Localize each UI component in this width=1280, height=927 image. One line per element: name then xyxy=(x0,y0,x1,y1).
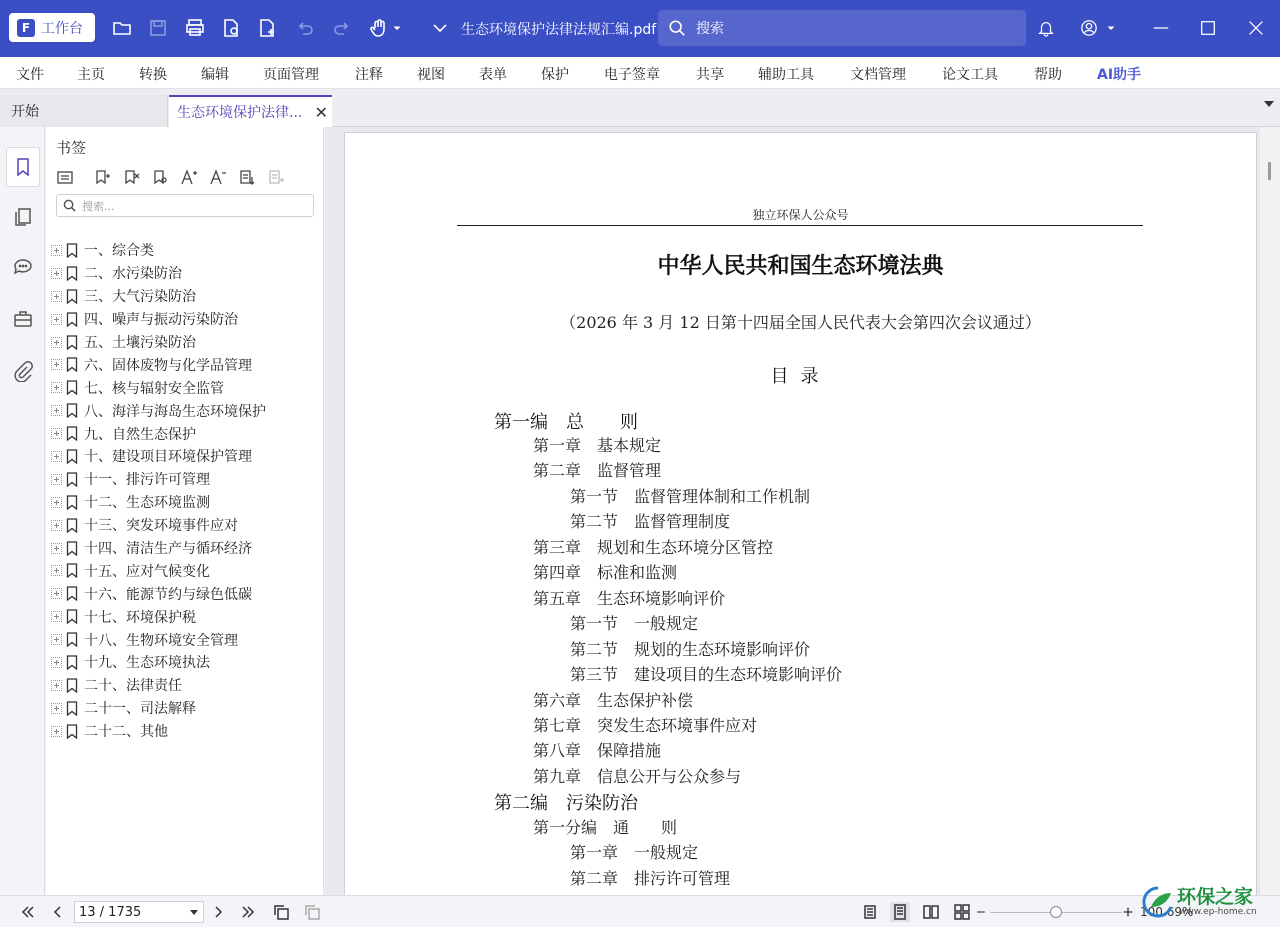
document-properties-icon[interactable] xyxy=(219,16,243,40)
add-bookmark-icon[interactable] xyxy=(91,167,113,187)
bookmark-item[interactable] xyxy=(51,514,321,537)
bookmark-panel-icon[interactable] xyxy=(6,147,40,187)
bookmark-icon xyxy=(66,586,78,601)
bookmark-item[interactable] xyxy=(51,720,321,743)
expand-icon[interactable] xyxy=(51,588,62,599)
tabs-overflow-icon[interactable] xyxy=(1264,101,1274,107)
bookmark-item[interactable] xyxy=(51,399,321,422)
bookmark-item[interactable] xyxy=(51,651,321,674)
quick-access-dropdown-icon[interactable] xyxy=(428,16,452,40)
toc-section: 第一章 一般规定 xyxy=(570,843,699,862)
bookmark-item[interactable] xyxy=(51,422,321,445)
bookmark-properties-icon[interactable] xyxy=(265,167,287,187)
expand-icon[interactable] xyxy=(51,703,62,714)
bookmark-label: 十五、应对气候变化 xyxy=(84,563,210,580)
bookmark-label: 二十、法律责任 xyxy=(84,678,182,695)
bookmark-label: 十六、能源节约与绿色低碳 xyxy=(84,586,252,603)
page-number-input[interactable] xyxy=(74,901,204,923)
toc-chapter: 第二章 监督管理 xyxy=(533,461,662,480)
expand-icon[interactable] xyxy=(51,497,62,508)
first-page-icon[interactable] xyxy=(17,902,37,922)
menu-help[interactable]: 帮助 xyxy=(1034,67,1062,83)
side-rail xyxy=(0,127,45,895)
bookmark-label: 十三、突发环境事件应对 xyxy=(84,518,238,535)
expand-icon[interactable] xyxy=(51,359,62,370)
expand-icon[interactable] xyxy=(51,611,62,622)
bookmark-label: 十七、环境保护税 xyxy=(84,609,196,626)
bookmark-item[interactable] xyxy=(51,697,321,720)
bookmark-icon xyxy=(66,289,78,304)
watermark-logo-icon xyxy=(1141,885,1175,919)
status-bar xyxy=(0,895,1280,927)
redo-icon[interactable] xyxy=(330,16,354,40)
close-window-icon[interactable] xyxy=(1244,16,1268,40)
bookmark-icon xyxy=(66,678,78,693)
toc-part: 第一编 总 则 xyxy=(494,412,638,433)
save-icon[interactable] xyxy=(146,16,170,40)
toc-chapter: 第七章 突发生态环境事件应对 xyxy=(533,716,758,735)
bookmark-search-input[interactable] xyxy=(56,194,314,217)
bookmark-icon xyxy=(66,518,78,533)
menu-home[interactable]: 主页 xyxy=(77,67,105,83)
bookmark-item[interactable] xyxy=(51,605,321,628)
menu-share[interactable]: 共享 xyxy=(696,67,724,83)
extract-page-icon[interactable] xyxy=(302,902,322,922)
bookmark-icon xyxy=(66,449,78,464)
bookmark-label: 十八、生物环境安全管理 xyxy=(84,632,238,649)
bookmark-label: 十四、清洁生产与循环经济 xyxy=(84,541,252,558)
toc-chapter: 第八章 保障措施 xyxy=(533,741,662,760)
zoom-level[interactable]: 100.69% xyxy=(1140,905,1194,919)
bookmark-item[interactable] xyxy=(51,262,321,285)
bookmark-label: 二十一、司法解释 xyxy=(84,701,196,718)
tab-document-label: 生态环境保护法律... xyxy=(177,105,303,121)
bookmark-item[interactable] xyxy=(51,353,321,376)
hand-tool-dropdown-icon[interactable] xyxy=(390,16,404,40)
bookmark-icon xyxy=(66,266,78,281)
tab-document[interactable] xyxy=(169,95,332,127)
print-icon[interactable] xyxy=(183,16,207,40)
minimize-icon[interactable] xyxy=(1149,16,1173,40)
expand-icon[interactable] xyxy=(51,337,62,348)
watermark-url: www.ep-home.cn xyxy=(1179,907,1257,917)
menu-thesis-tools[interactable]: 论文工具 xyxy=(942,67,998,83)
title-bar xyxy=(0,0,1280,57)
toolbox-icon[interactable] xyxy=(6,299,40,339)
bookmark-label: 五、土壤污染防治 xyxy=(84,335,196,351)
notification-bell-icon[interactable] xyxy=(1034,16,1058,40)
user-account-icon[interactable] xyxy=(1077,16,1101,40)
menu-view[interactable]: 视图 xyxy=(417,67,445,83)
toc-section: 第二节 监督管理制度 xyxy=(570,512,731,531)
zoom-in-icon[interactable] xyxy=(1121,902,1135,922)
menu-document-management[interactable]: 文档管理 xyxy=(850,67,906,83)
toc-chapter: 第三章 规划和生态环境分区管控 xyxy=(533,538,774,557)
toc-chapter: 第九章 信息公开与公众参与 xyxy=(533,767,742,786)
expand-icon[interactable] xyxy=(51,451,62,462)
toc-chapter: 第一章 基本规定 xyxy=(533,436,662,455)
zoom-out-icon[interactable] xyxy=(975,902,987,922)
bookmark-item[interactable] xyxy=(51,468,321,491)
menu-annotate[interactable]: 注释 xyxy=(355,67,383,83)
menu-tools[interactable]: 辅助工具 xyxy=(758,67,814,83)
expand-icon[interactable] xyxy=(51,245,62,256)
zoom-slider-handle[interactable] xyxy=(1050,906,1062,918)
last-page-icon[interactable] xyxy=(239,902,259,922)
app-logo-icon: F xyxy=(17,19,35,37)
bookmark-item[interactable] xyxy=(51,308,321,331)
menu-edit[interactable]: 编辑 xyxy=(201,67,229,83)
toc-section: 第三节 建设项目的生态环境影响评价 xyxy=(570,665,843,684)
close-tab-icon[interactable]: ✕ xyxy=(314,103,328,122)
previous-page-icon[interactable] xyxy=(48,902,68,922)
toc-section: 第一节 一般规定 xyxy=(570,614,699,633)
menu-file[interactable]: 文件 xyxy=(16,67,44,83)
undo-icon[interactable] xyxy=(293,16,317,40)
bookmark-icon xyxy=(66,403,78,418)
bookmark-item[interactable] xyxy=(51,239,321,262)
bookmark-icon xyxy=(66,724,78,739)
expand-icon[interactable] xyxy=(51,680,62,691)
bookmark-icon xyxy=(66,243,78,258)
search-placeholder: 搜索 xyxy=(696,21,724,37)
document-viewer[interactable] xyxy=(325,127,1280,895)
bookmark-label: 三、大气污染防治 xyxy=(84,289,196,306)
toc-section: 第一节 监督管理体制和工作机制 xyxy=(570,487,811,506)
expand-icon[interactable] xyxy=(51,726,62,737)
account-dropdown-icon[interactable] xyxy=(1104,16,1118,40)
bookmark-icon xyxy=(66,472,78,487)
expand-icon[interactable] xyxy=(51,405,62,416)
document-tabs xyxy=(0,89,1280,127)
bookmark-icon xyxy=(66,632,78,647)
toc-section: 第二节 规划的生态环境影响评价 xyxy=(570,640,811,659)
bookmark-icon xyxy=(66,335,78,350)
bookmark-icon xyxy=(66,701,78,716)
bookmark-icon xyxy=(66,380,78,395)
bookmark-label: 九、自然生态保护 xyxy=(84,426,196,443)
bookmark-label: 四、噪声与振动污染防治 xyxy=(84,312,238,329)
continuous-view-icon[interactable] xyxy=(890,902,910,922)
expand-icon[interactable] xyxy=(51,382,62,393)
scrollbar-thumb[interactable] xyxy=(1268,162,1271,180)
vertical-scrollbar[interactable] xyxy=(1260,127,1280,895)
watermark-brand: 环保之家 xyxy=(1177,886,1254,908)
expand-icon[interactable] xyxy=(51,565,62,576)
two-page-view-icon[interactable] xyxy=(921,902,941,922)
pdf-page xyxy=(344,132,1257,895)
document-title: 生态环境保护法律法规汇编.pdf xyxy=(461,22,657,38)
expand-icon[interactable] xyxy=(51,474,62,485)
expand-icon[interactable] xyxy=(51,657,62,668)
bookmark-icon xyxy=(66,655,78,670)
expand-icon[interactable] xyxy=(51,543,62,554)
toc-chapter: 第四章 标准和监测 xyxy=(533,563,678,582)
page-indicator: 13 / 1735 xyxy=(79,904,142,920)
bookmark-label: 八、海洋与海岛生态环境保护 xyxy=(84,403,266,420)
bookmark-label: 一、综合类 xyxy=(84,243,154,260)
toc-section: 第二章 排污许可管理 xyxy=(570,869,731,888)
bookmark-label: 七、核与辐射安全监管 xyxy=(84,380,224,397)
header-rule xyxy=(457,225,1143,226)
bookmark-label: 二、水污染防治 xyxy=(84,266,182,283)
thumbnails-icon[interactable] xyxy=(6,197,40,237)
bookmark-icon xyxy=(66,541,78,556)
expand-icon[interactable] xyxy=(51,428,62,439)
bookmark-label: 十、建设项目环境保护管理 xyxy=(84,449,252,466)
bookmark-item[interactable] xyxy=(51,674,321,697)
page-title: 中华人民共和国生态环境法典 xyxy=(657,253,944,279)
toc-chapter: 第六章 生态保护补偿 xyxy=(533,691,694,710)
delete-bookmark-icon[interactable] xyxy=(120,167,142,187)
bookmark-search-placeholder: 搜索... xyxy=(82,199,115,213)
bookmark-icon xyxy=(66,426,78,441)
menu-ai-assistant[interactable]: AI助手 xyxy=(1097,67,1142,83)
toc-chapter: 第五章 生态环境影响评价 xyxy=(533,589,726,608)
maximize-icon[interactable] xyxy=(1196,16,1220,40)
bookmark-toolbar xyxy=(54,167,287,187)
menu-bar xyxy=(0,57,1280,89)
bookmark-icon xyxy=(66,357,78,372)
bookmark-icon xyxy=(66,495,78,510)
bookmark-panel xyxy=(46,127,324,895)
increase-font-icon[interactable] xyxy=(178,167,200,187)
bookmark-item[interactable] xyxy=(51,628,321,651)
new-file-icon[interactable] xyxy=(255,16,279,40)
comments-icon[interactable] xyxy=(6,247,40,287)
search-input[interactable] xyxy=(658,10,1026,46)
page-dropdown-icon[interactable] xyxy=(190,910,198,915)
page-subtitle: （2026 年 3 月 12 日第十四届全国人民代表大会第四次会议通过） xyxy=(560,313,1041,332)
tab-start-label: 开始 xyxy=(11,104,39,120)
expand-icon[interactable] xyxy=(51,268,62,279)
bookmark-options-icon[interactable] xyxy=(54,167,76,187)
bookmark-label: 十九、生态环境执法 xyxy=(84,655,210,672)
bookmark-label: 六、固体废物与化学品管理 xyxy=(84,357,252,374)
tab-start[interactable] xyxy=(0,95,168,127)
bookmark-icon xyxy=(66,563,78,578)
search-icon xyxy=(668,19,686,37)
rotate-page-icon[interactable] xyxy=(271,902,291,922)
bookmark-item[interactable] xyxy=(51,331,321,354)
expand-icon[interactable] xyxy=(51,291,62,302)
bookmark-panel-title: 书签 xyxy=(56,139,87,157)
bookmark-label: 十一、排污许可管理 xyxy=(84,472,210,489)
bookmark-tree xyxy=(51,239,321,743)
sort-bookmarks-icon[interactable] xyxy=(236,167,258,187)
bookmark-item[interactable] xyxy=(51,376,321,399)
toc-chapter: 第一分编 通 则 xyxy=(533,818,678,837)
search-icon xyxy=(63,199,76,212)
menu-form[interactable]: 表单 xyxy=(479,67,507,83)
attachment-icon[interactable] xyxy=(6,351,40,391)
bookmark-item[interactable] xyxy=(51,537,321,560)
next-page-icon[interactable] xyxy=(208,902,228,922)
single-page-view-icon[interactable] xyxy=(860,902,880,922)
bookmark-item[interactable] xyxy=(51,285,321,308)
find-bookmark-icon[interactable] xyxy=(149,167,171,187)
watermark xyxy=(1141,882,1275,922)
workbench-button[interactable] xyxy=(9,13,95,42)
open-folder-icon[interactable] xyxy=(110,16,134,40)
menu-e-signature[interactable]: 电子签章 xyxy=(604,67,660,83)
bookmark-icon xyxy=(66,312,78,327)
page-header-text: 独立环保人公众号 xyxy=(752,208,849,222)
hand-tool-icon[interactable] xyxy=(367,16,391,40)
workbench-label: 工作台 xyxy=(41,20,83,37)
bookmark-icon xyxy=(66,609,78,624)
bookmark-item[interactable] xyxy=(51,491,321,514)
bookmark-item[interactable] xyxy=(51,445,321,468)
menu-convert[interactable]: 转换 xyxy=(139,67,167,83)
menu-page-management[interactable]: 页面管理 xyxy=(263,67,319,83)
toc-heading: 目录 xyxy=(770,366,831,387)
bookmark-item[interactable] xyxy=(51,559,321,582)
expand-icon[interactable] xyxy=(51,520,62,531)
bookmark-label: 二十二、其他 xyxy=(84,724,168,741)
toc-part: 第二编 污染防治 xyxy=(494,793,638,814)
two-page-continuous-icon[interactable] xyxy=(952,902,972,922)
bookmark-item[interactable] xyxy=(51,582,321,605)
menu-protect[interactable]: 保护 xyxy=(541,67,569,83)
expand-icon[interactable] xyxy=(51,314,62,325)
expand-icon[interactable] xyxy=(51,634,62,645)
bookmark-label: 十二、生态环境监测 xyxy=(84,495,210,512)
decrease-font-icon[interactable] xyxy=(207,167,229,187)
